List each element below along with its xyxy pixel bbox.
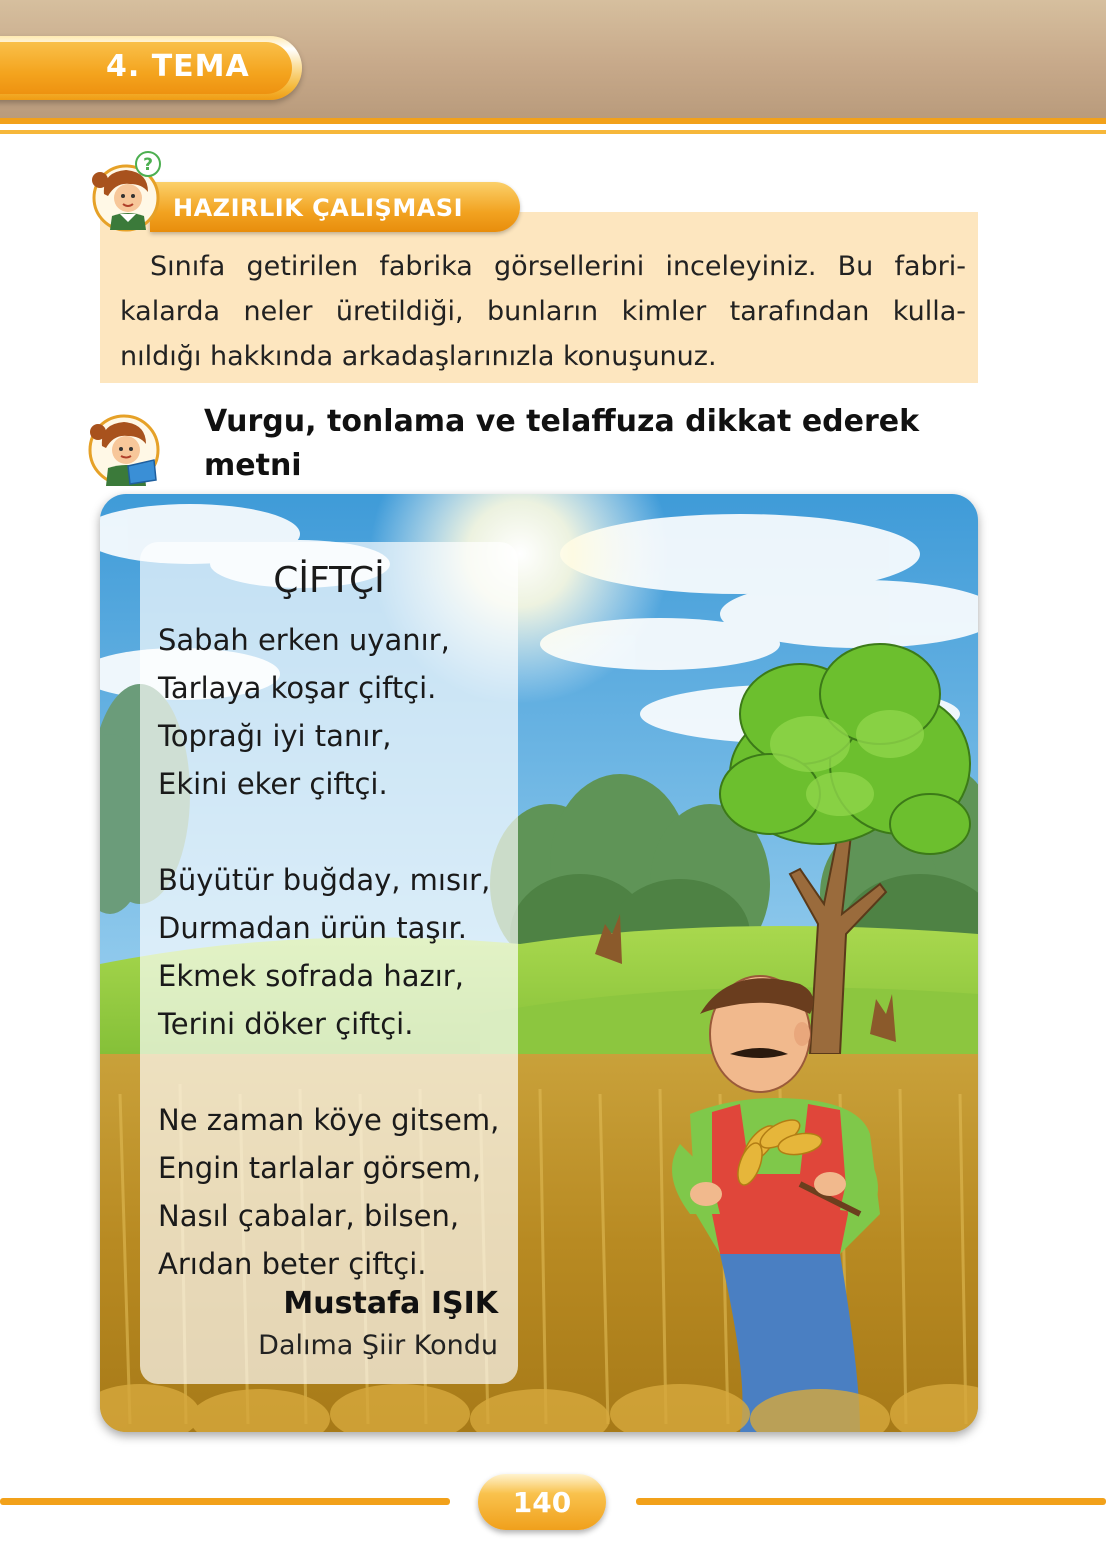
poem-line: Nasıl çabalar, bilsen, (158, 1199, 460, 1233)
page-number: 140 (512, 1486, 572, 1519)
poem-author: Mustafa IŞIK (283, 1286, 498, 1321)
poem-stanza (158, 856, 499, 1048)
footer-line-left (0, 1498, 450, 1505)
girl-reading-icon (82, 404, 166, 490)
poem-line: Durmadan ürün taşır. (158, 911, 467, 945)
poem-line: Arıdan beter çiftçi. (158, 1247, 427, 1281)
poem-line: Tarlaya koşar çiftçi. (158, 671, 437, 705)
poem-line: Sabah erken uyanır, (158, 623, 450, 657)
preparation-line: kalarda neler üretildiği, bunların kimler tarafından kulla- (120, 296, 966, 327)
poem-line: Terini döker çiftçi. (158, 1007, 414, 1041)
instruction-line: Vurgu, tonlama ve telaffuza dikkat ederek metni (204, 404, 920, 483)
preparation-title: HAZIRLIK ÇALIŞMASI (173, 194, 464, 222)
footer-line-right (636, 1498, 1106, 1505)
girl-question-icon (86, 150, 166, 232)
theme-label: 4. TEMA (106, 49, 250, 84)
poem-line: Ekini eker çiftçi. (158, 767, 388, 801)
poem-line: Ne zaman köye gitsem, (158, 1103, 500, 1137)
preparation-text (120, 244, 966, 379)
poem-line: Büyütür buğday, mısır, (158, 863, 491, 897)
poem-stanza (158, 616, 499, 808)
poem-body (158, 616, 499, 1288)
preparation-line: nıldığı hakkında arkadaşlarınızla konuşunuz. (120, 341, 717, 372)
preparation-line: Sınıfa getirilen fabrika görsellerini inceleyiniz. Bu fabri- (150, 251, 966, 282)
header-divider-thin (0, 130, 1106, 134)
svg-text:?: ? (143, 155, 153, 175)
poem-source: Dalıma Şiir Kondu (258, 1330, 498, 1361)
poem-title: ÇİFTÇİ (273, 560, 385, 601)
poem-stanza (158, 1096, 499, 1288)
poem-line: Engin tarlalar görsem, (158, 1151, 482, 1185)
poem-line: Toprağı iyi tanır, (158, 719, 392, 753)
header-divider (0, 118, 1106, 124)
poem-line: Ekmek sofrada hazır, (158, 959, 464, 993)
